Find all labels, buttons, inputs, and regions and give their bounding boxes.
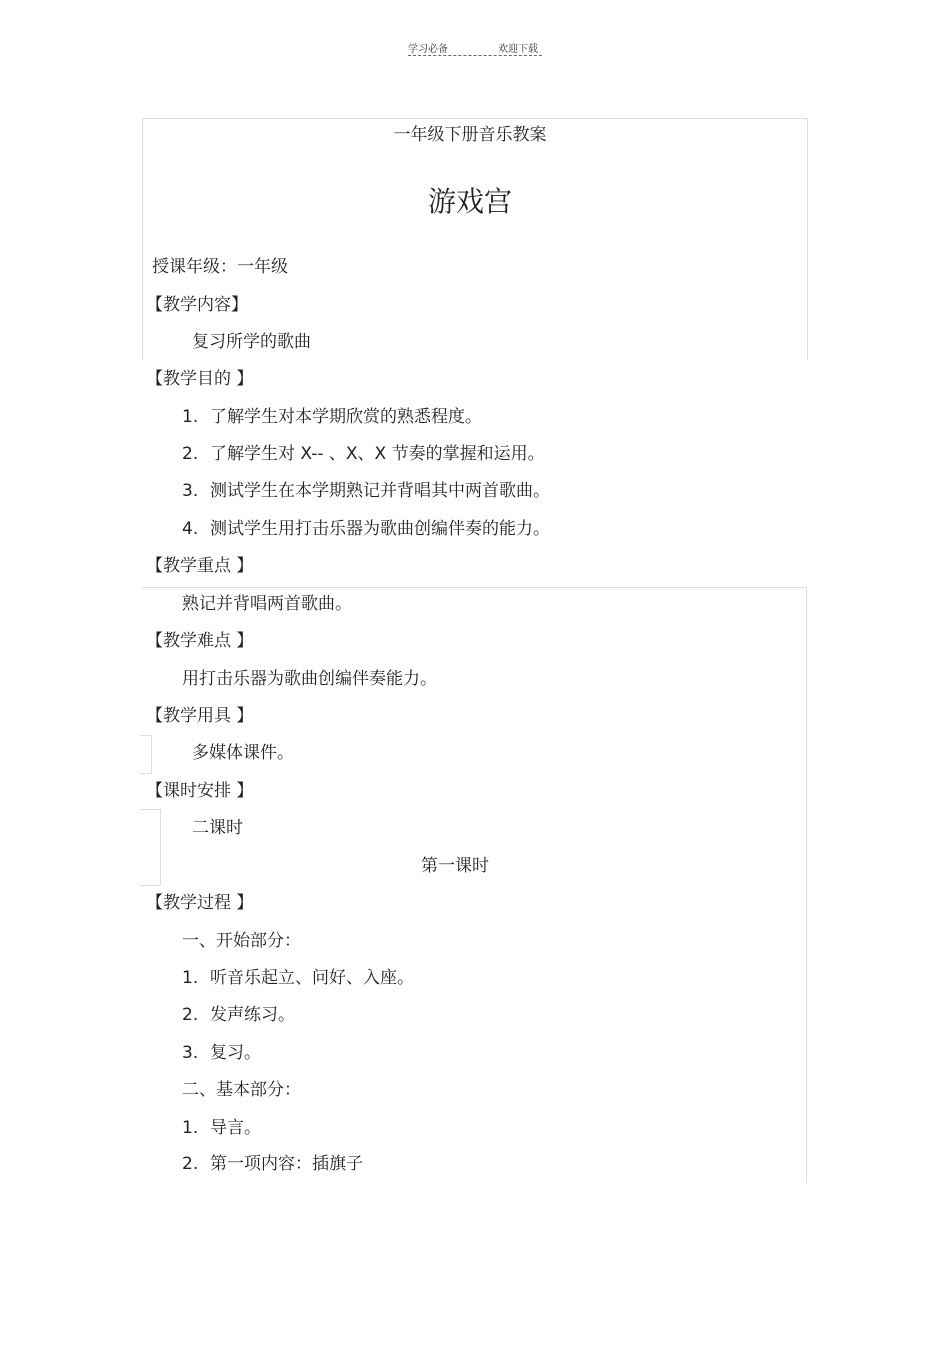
goal-item — [182, 480, 550, 502]
section-schedule-heading: 【课时安排 】 — [146, 781, 254, 801]
goal-text: 测试学生在本学期熟记并背唱其中两首歌曲。 — [210, 481, 550, 501]
process-number: 2. — [182, 1005, 199, 1025]
goal-number: 1. — [182, 407, 199, 427]
process-number: 3. — [182, 1043, 199, 1063]
doc-subtitle: 一年级下册音乐教案 — [393, 125, 547, 145]
process-item — [182, 1004, 295, 1026]
grade-line: 授课年级：一年级 — [152, 257, 288, 277]
section-difficult-heading: 【教学难点 】 — [146, 631, 254, 651]
content-text: 复习所学的歌曲 — [192, 332, 311, 352]
difficult-text: 用打击乐器为歌曲创编伴奏能力。 — [182, 669, 437, 689]
process-item — [182, 1117, 261, 1139]
table-frame-top — [142, 118, 808, 360]
part2-heading: 二、基本部分： — [182, 1080, 301, 1100]
section-process-heading: 【教学过程 】 — [146, 893, 254, 913]
section-key-heading: 【教学重点 】 — [146, 556, 254, 576]
process-item — [182, 1042, 261, 1064]
section-goals-heading: 【教学目的 】 — [146, 369, 254, 389]
goal-text: 了解学生对本学期欣赏的熟悉程度。 — [210, 407, 482, 427]
process-text: 导言。 — [210, 1118, 261, 1138]
section-tools-heading: 【教学用具 】 — [146, 706, 254, 726]
schedule-text: 二课时 — [192, 818, 243, 838]
goal-item — [182, 518, 550, 540]
process-text: 第一项内容：插旗子 — [210, 1154, 363, 1174]
goal-text: 了解学生对 X-- 、X、X 节奏的掌握和运用。 — [210, 444, 545, 464]
goal-number: 4. — [182, 519, 199, 539]
part1-heading: 一、开始部分： — [182, 931, 301, 951]
process-text: 发声练习。 — [210, 1005, 295, 1025]
process-item — [182, 1153, 363, 1175]
header-dashed-rule — [408, 55, 542, 56]
goal-number: 3. — [182, 481, 199, 501]
goal-item — [182, 443, 545, 465]
process-item — [182, 967, 414, 989]
header-right-text: 欢迎下载 — [498, 44, 538, 55]
process-number: 1. — [182, 1118, 199, 1138]
process-number: 2. — [182, 1154, 199, 1174]
goal-number: 2. — [182, 444, 199, 464]
goal-text: 测试学生用打击乐器为歌曲创编伴奏的能力。 — [210, 519, 550, 539]
lesson-title: 第一课时 — [421, 856, 489, 876]
table-cell-frame-1 — [140, 735, 152, 774]
process-text: 听音乐起立、问好、入座。 — [210, 968, 414, 988]
goal-item — [182, 406, 482, 428]
section-content-heading: 【教学内容】 — [146, 295, 248, 315]
doc-title: 游戏宫 — [427, 185, 512, 218]
process-number: 1. — [182, 968, 199, 988]
header-left-text: 学习必备 — [408, 44, 448, 55]
process-text: 复习。 — [210, 1043, 261, 1063]
key-text: 熟记并背唱两首歌曲。 — [182, 594, 352, 614]
tools-text: 多媒体课件。 — [192, 743, 294, 763]
